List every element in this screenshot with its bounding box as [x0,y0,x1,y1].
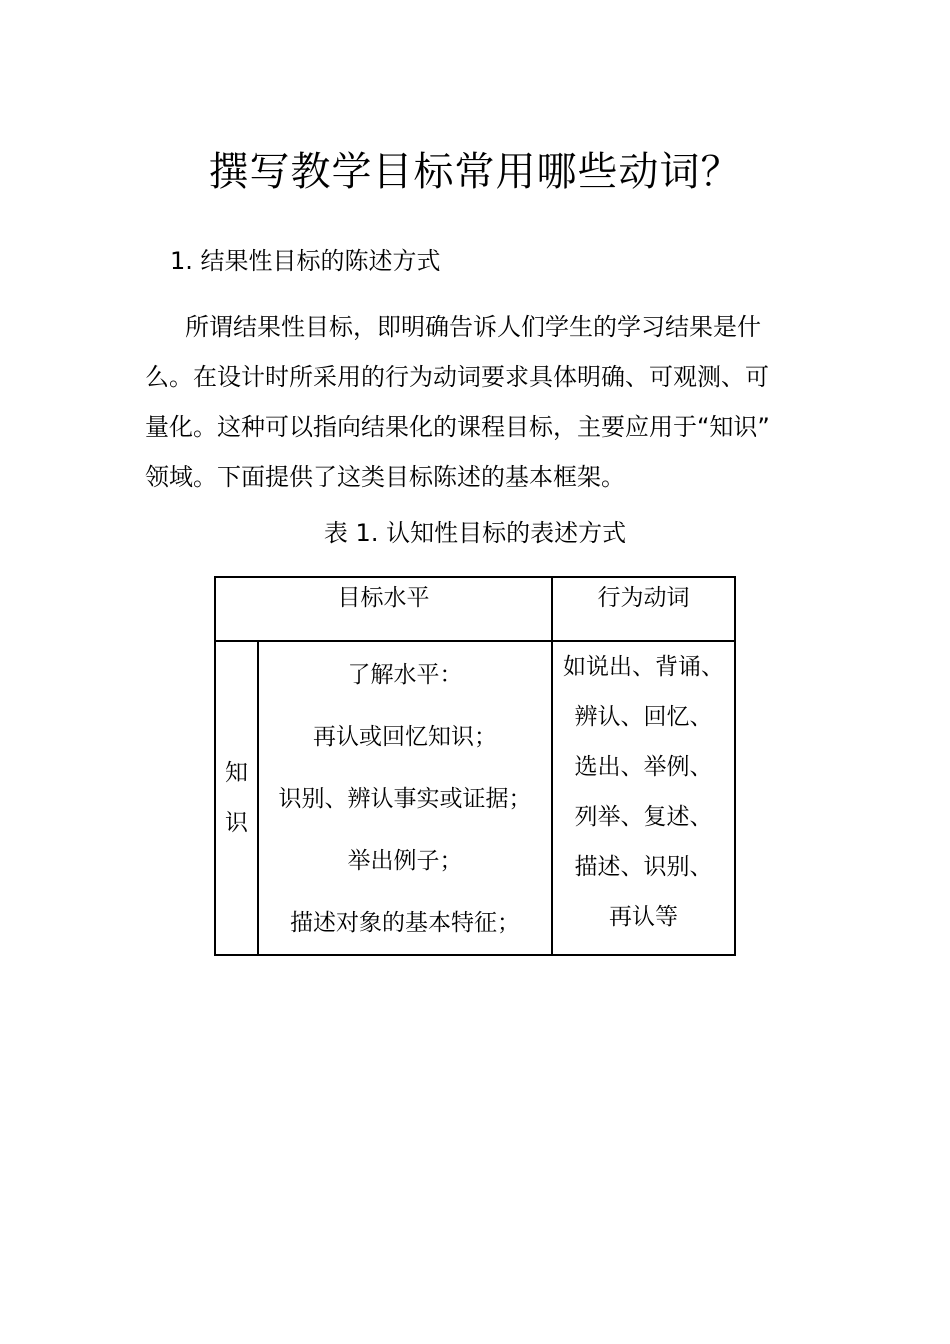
objectives-table [214,576,736,956]
level-item: 举出例子； [347,848,463,874]
intro-paragraph [145,302,810,502]
table-row [215,641,735,955]
category-char: 识 [225,810,248,836]
verbs-cell [552,641,735,955]
verb-line: 再认等 [609,904,678,930]
paragraph-line: 么。在设计时所采用的行为动词要求具体明确、可观测、可 [145,363,769,391]
header-target-level: 目标水平 [215,577,552,641]
level-item: 再认或回忆知识； [313,724,497,750]
category-cell [215,641,258,955]
verb-line: 选出、举例、 [574,754,713,780]
paragraph-line: 量化。这种可以指向结果化的课程目标，主要应用于“知识” [145,413,770,441]
level-cell [258,641,552,955]
verb-line: 列举、复述、 [574,804,713,830]
header-action-verbs: 行为动词 [552,577,735,641]
level-item: 描述对象的基本特征； [290,910,520,936]
page-title: 撰写教学目标常用哪些动词？ [208,149,742,195]
verb-line: 如说出、背诵、 [563,654,724,680]
section-heading: 1. 结果性目标的陈述方式 [170,247,441,275]
table-caption: 表 1. 认知性目标的表述方式 [323,519,627,547]
verb-line: 辨认、回忆、 [574,704,713,730]
category-char: 知 [225,760,248,786]
level-item: 了解水平： [347,662,463,688]
verb-line: 描述、识别、 [574,854,713,880]
paragraph-line: 所谓结果性目标，即明确告诉人们学生的学习结果是什 [185,313,761,341]
paragraph-line: 领域。下面提供了这类目标陈述的基本框架。 [145,463,625,491]
level-item: 识别、辨认事实或证据； [278,786,532,812]
table-header-row [215,577,735,641]
